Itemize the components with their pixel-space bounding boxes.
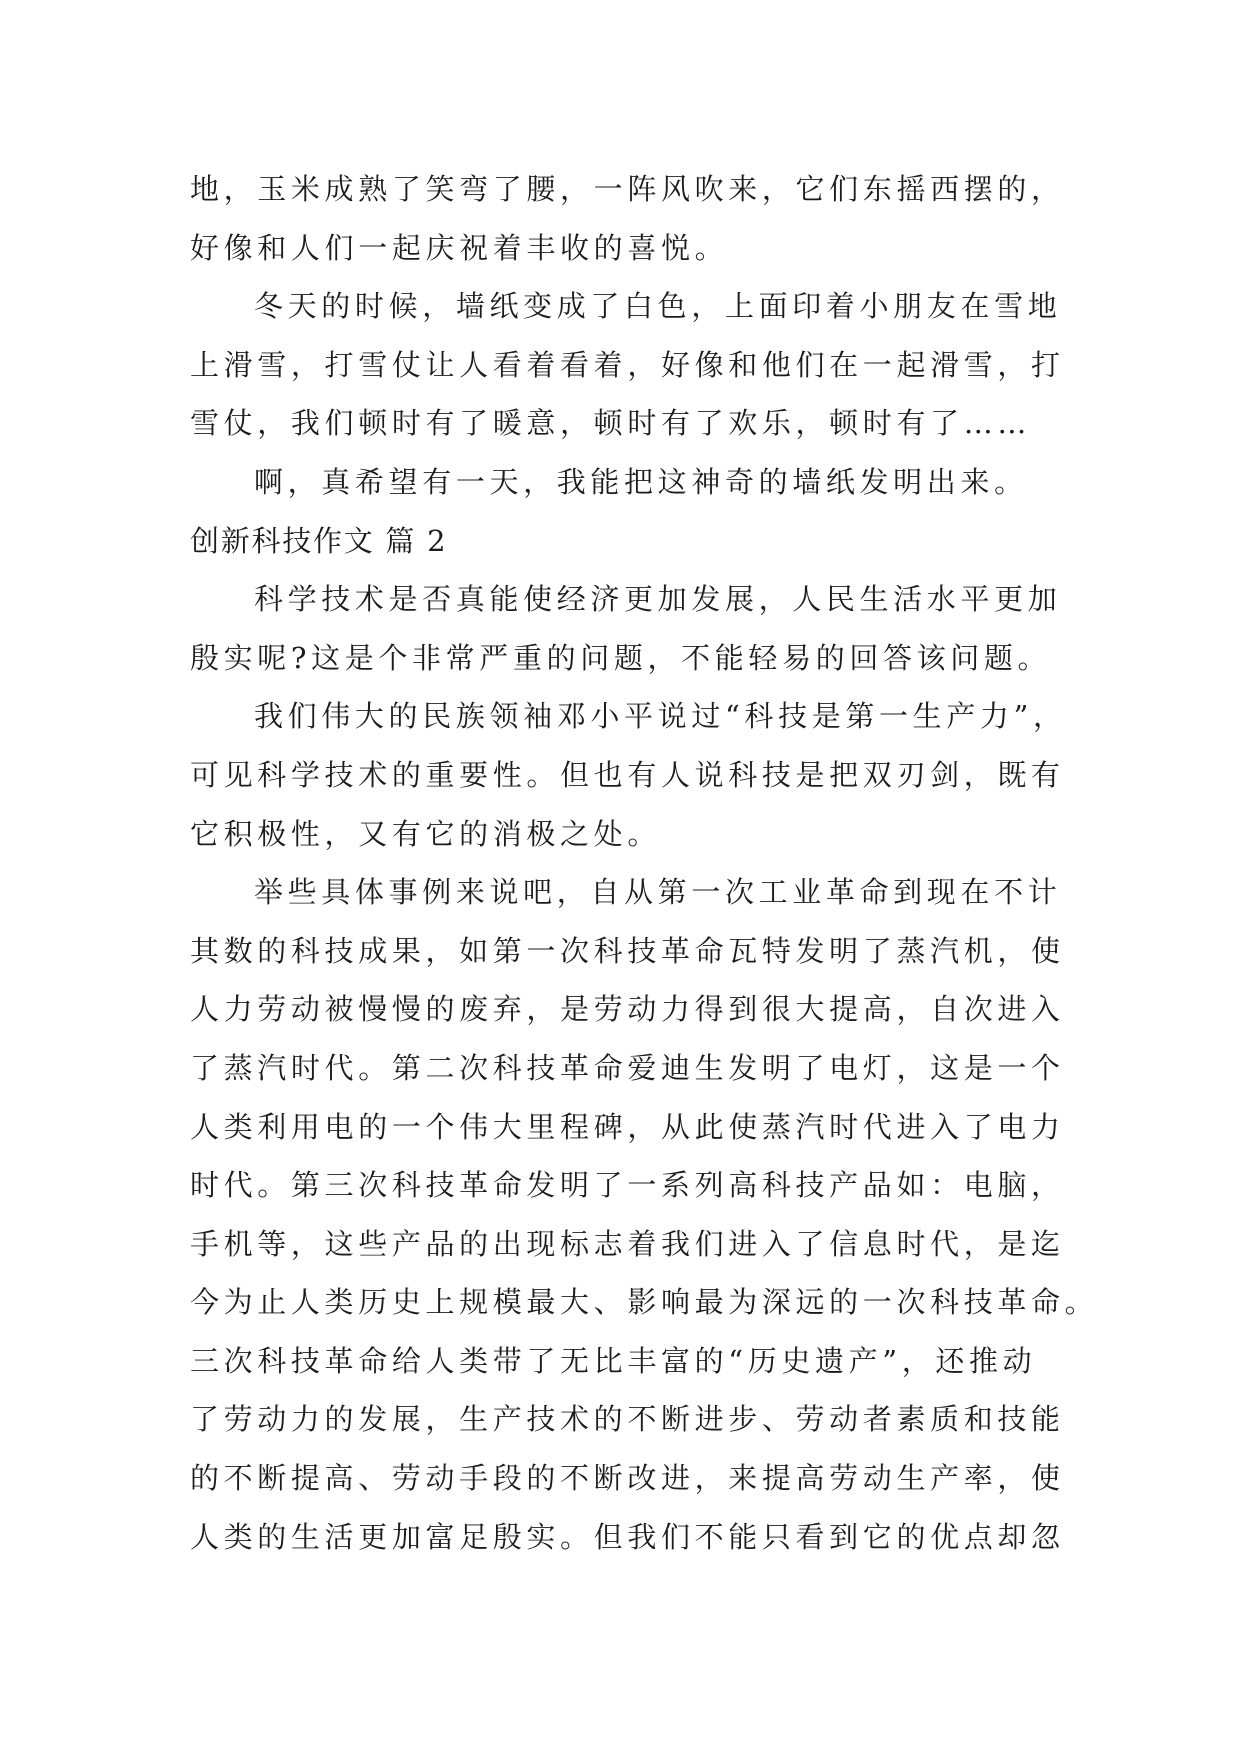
text-line: 它积极性，又有它的消极之处。 bbox=[190, 816, 661, 851]
paragraph bbox=[190, 687, 1070, 863]
text-line: 其数的科技成果，如第一次科技革命瓦特发明了蒸汽机，使 bbox=[190, 933, 1065, 968]
text-line: 今为止人类历史上规模最大、影响最为深远的一次科技革命。 bbox=[190, 1285, 1099, 1320]
text-line: 可见科学技术的重要性。但也有人说科技是把双刃剑，既有 bbox=[190, 757, 1065, 792]
text-line: 人力劳动被慢慢的废弃，是劳动力得到很大提高，自次进入 bbox=[190, 992, 1065, 1027]
text-line: 人类利用电的一个伟大里程碑，从此使蒸汽时代进入了电力 bbox=[190, 1109, 1065, 1144]
text-line: 三次科技革命给人类带了无比丰富的“历史遗产”，还推动 bbox=[190, 1343, 1037, 1378]
text-line: 殷实呢?这是个非常严重的问题，不能轻易的回答该问题。 bbox=[190, 640, 1052, 675]
text-line: 上滑雪，打雪仗让人看着看着，好像和他们在一起滑雪，打 bbox=[190, 347, 1065, 382]
text-line: 的不断提高、劳动手段的不断改进，来提高劳动生产率，使 bbox=[190, 1461, 1065, 1496]
text-line: 举些具体事例来说吧，自从第一次工业革命到现在不计 bbox=[254, 875, 1062, 910]
document-body bbox=[190, 160, 1099, 1566]
text-line: 冬天的时候，墙纸变成了白色，上面印着小朋友在雪地 bbox=[254, 289, 1062, 324]
text-line: 雪仗，我们顿时有了暖意，顿时有了欢乐，顿时有了…… bbox=[190, 406, 1032, 441]
text-line: 了蒸汽时代。第二次科技革命爱迪生发明了电灯，这是一个 bbox=[190, 1050, 1065, 1085]
paragraph bbox=[190, 453, 1070, 512]
text-line: 科学技术是否真能使经济更加发展，人民生活水平更加 bbox=[254, 582, 1062, 617]
text-line: 手机等，这些产品的出现标志着我们进入了信息时代，是迄 bbox=[190, 1226, 1065, 1261]
paragraph bbox=[190, 863, 1099, 1566]
section-heading: 创新科技作文 篇 2 bbox=[190, 523, 448, 558]
text-line: 好像和人们一起庆祝着丰收的喜悦。 bbox=[190, 230, 729, 265]
text-line: 地，玉米成熟了笑弯了腰，一阵风吹来，它们东摇西摆的， bbox=[190, 172, 1065, 206]
text-line: 啊，真希望有一天，我能把这神奇的墙纸发明出来。 bbox=[254, 464, 1028, 499]
text-line: 了劳动力的发展，生产技术的不断进步、劳动者素质和技能 bbox=[190, 1402, 1065, 1437]
text-line: 我们伟大的民族领袖邓小平说过“科技是第一生产力”， bbox=[254, 699, 1067, 734]
text-line: 时代。第三次科技革命发明了一系列高科技产品如：电脑， bbox=[190, 1168, 1065, 1203]
paragraph bbox=[190, 160, 1070, 277]
paragraph bbox=[190, 277, 1070, 453]
text-line: 人类的生活更加富足殷实。但我们不能只看到它的优点却忽 bbox=[190, 1519, 1065, 1554]
paragraph bbox=[190, 570, 1070, 687]
